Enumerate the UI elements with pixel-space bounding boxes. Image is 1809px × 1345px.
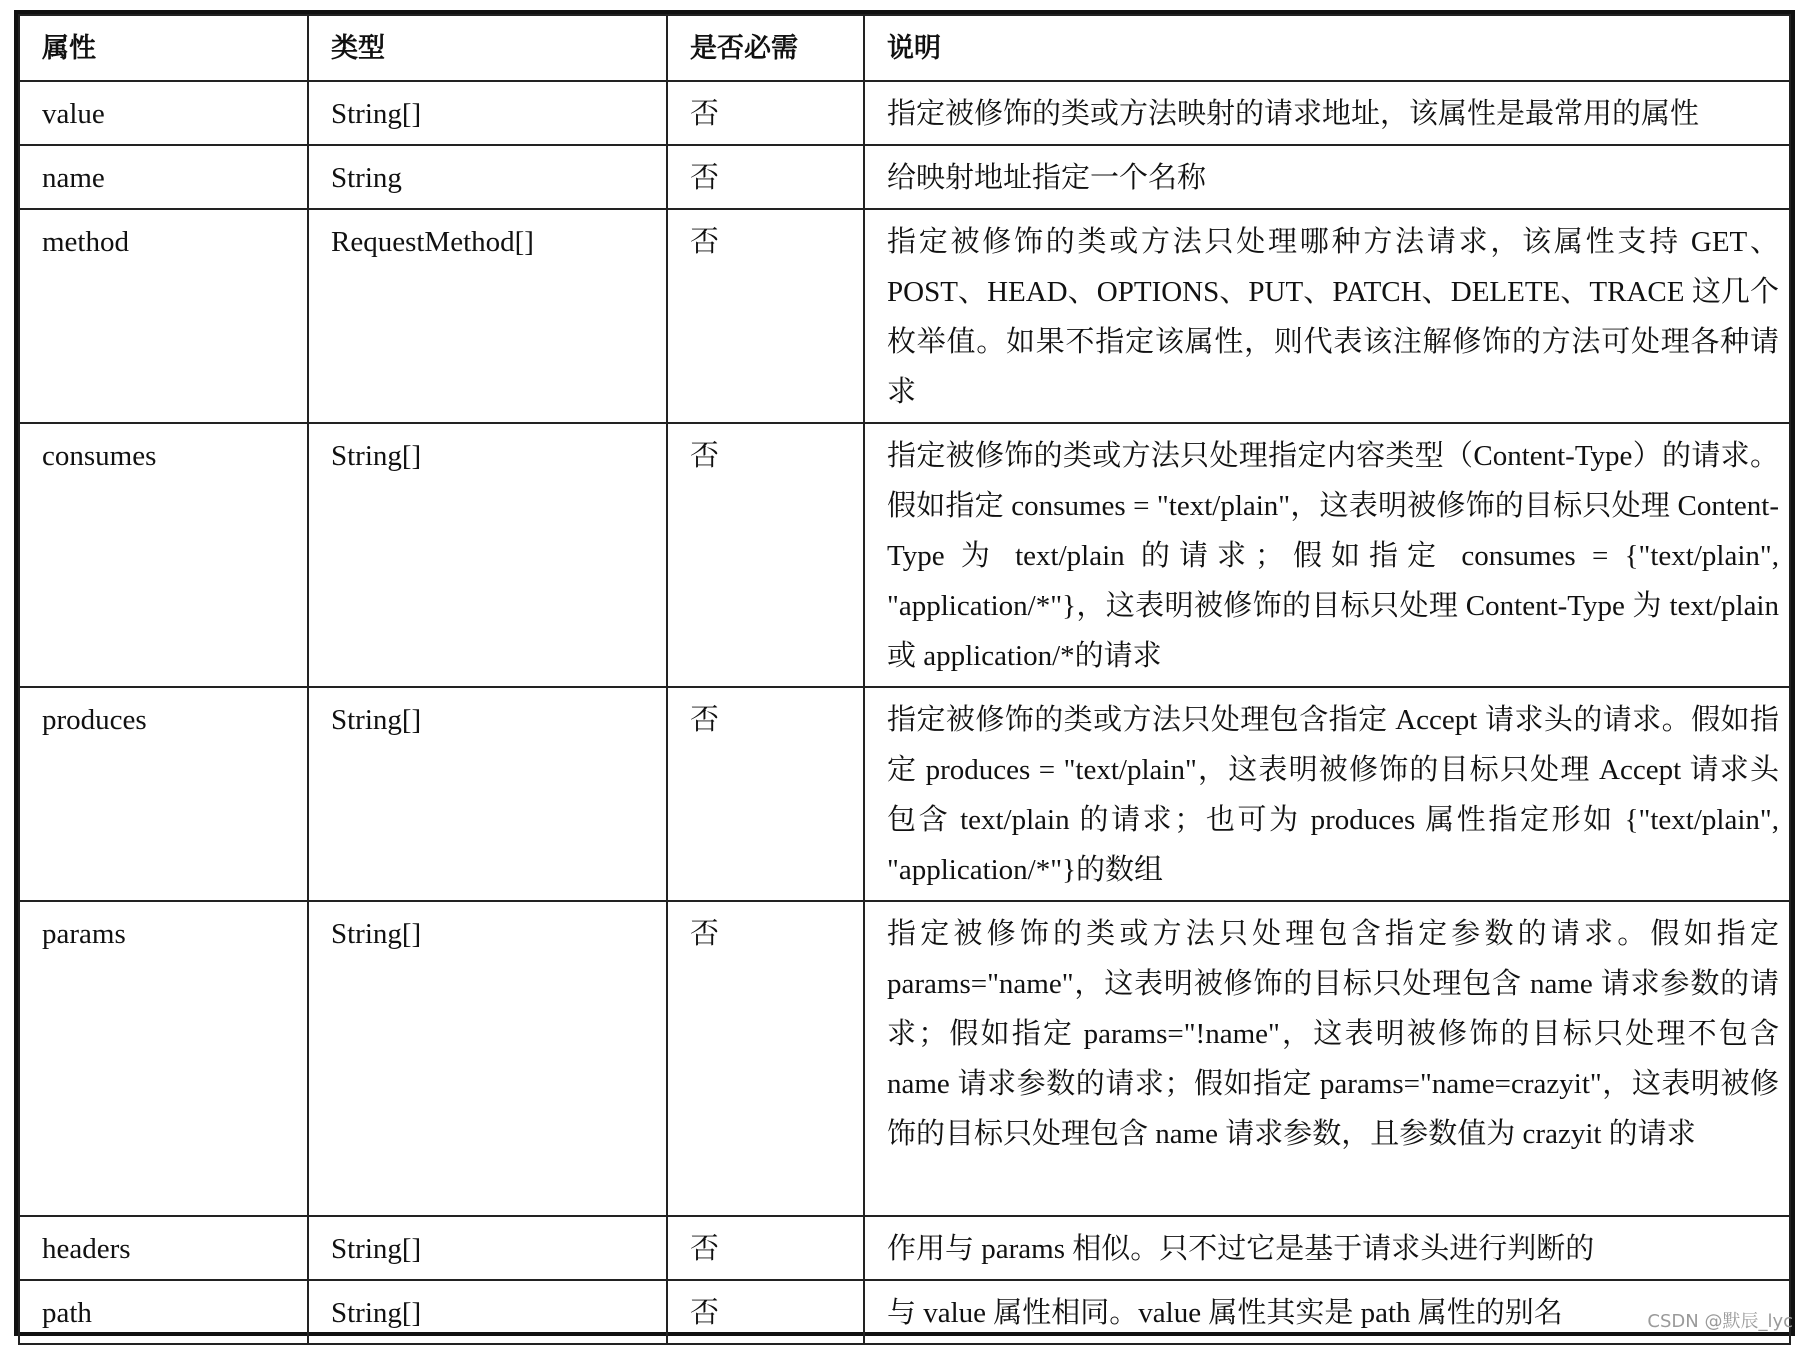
table-row-method xyxy=(19,209,1790,423)
cell-attribute: params xyxy=(19,901,308,1216)
cell-attribute: method xyxy=(19,209,308,423)
table-row-path xyxy=(19,1280,1790,1344)
cell-required: 否 xyxy=(667,81,864,145)
cell-type: RequestMethod[] xyxy=(308,209,667,423)
cell-attribute: path xyxy=(19,1280,308,1344)
cell-description: 与 value 属性相同。value 属性其实是 path 属性的别名 xyxy=(864,1280,1790,1344)
cell-description: 指定被修饰的类或方法映射的请求地址，该属性是最常用的属性 xyxy=(864,81,1790,145)
table-row-params xyxy=(19,901,1790,1216)
cell-description: 给映射地址指定一个名称 xyxy=(864,145,1790,209)
table-row-value xyxy=(19,81,1790,145)
attributes-table xyxy=(18,14,1791,1345)
cell-required: 否 xyxy=(667,423,864,687)
cell-description: 指定被修饰的类或方法只处理包含指定 Accept 请求头的请求。假如指定 produces = "text/plain"，这表明被修饰的目标只处理 Accept 请求头包含 text/plain 的请求；也可为 produces 属性指定形如 {"text/plain", "application/*"}的数组 xyxy=(864,687,1790,901)
table-row-name xyxy=(19,145,1790,209)
cell-required: 否 xyxy=(667,1280,864,1344)
table-header-row xyxy=(19,15,1790,81)
cell-type: String[] xyxy=(308,901,667,1216)
request-mapping-attributes-table xyxy=(14,10,1795,1336)
cell-type: String[] xyxy=(308,687,667,901)
cell-description: 指定被修饰的类或方法只处理哪种方法请求，该属性支持 GET、POST、HEAD、OPTIONS、PUT、PATCH、DELETE、TRACE 这几个枚举值。如果不指定该属性，则代表该注解修饰的方法可处理各种请求 xyxy=(864,209,1790,423)
cell-required: 否 xyxy=(667,1216,864,1280)
table-row-headers xyxy=(19,1216,1790,1280)
cell-type: String[] xyxy=(308,1216,667,1280)
cell-attribute: name xyxy=(19,145,308,209)
cell-type: String[] xyxy=(308,1280,667,1344)
cell-attribute: headers xyxy=(19,1216,308,1280)
cell-attribute: value xyxy=(19,81,308,145)
cell-description: 指定被修饰的类或方法只处理包含指定参数的请求。假如指定 params="name"，这表明被修饰的目标只处理包含 name 请求参数的请求；假如指定 params="!name"，这表明被修饰的目标只处理不包含 name 请求参数的请求；假如指定 params="name=crazyit"，这表明被修饰的目标只处理包含 name 请求参数，且参数值为 crazyit 的请求 xyxy=(864,901,1790,1216)
cell-required: 否 xyxy=(667,687,864,901)
cell-description: 作用与 params 相似。只不过它是基于请求头进行判断的 xyxy=(864,1216,1790,1280)
cell-required: 否 xyxy=(667,145,864,209)
table-row-produces xyxy=(19,687,1790,901)
cell-required: 否 xyxy=(667,901,864,1216)
cell-type: String xyxy=(308,145,667,209)
cell-description: 指定被修饰的类或方法只处理指定内容类型（Content-Type）的请求。假如指定 consumes = "text/plain"，这表明被修饰的目标只处理 Content-Type 为 text/plain 的请求；假如指定 consumes = {"text/plain", "application/*"}，这表明被修饰的目标只处理 Content-Type 为 text/plain 或 application/*的请求 xyxy=(864,423,1790,687)
header-type: 类型 xyxy=(308,15,667,81)
header-required: 是否必需 xyxy=(667,15,864,81)
cell-attribute: consumes xyxy=(19,423,308,687)
cell-required: 否 xyxy=(667,209,864,423)
header-attribute: 属性 xyxy=(19,15,308,81)
cell-type: String[] xyxy=(308,423,667,687)
table-row-consumes xyxy=(19,423,1790,687)
csdn-watermark: CSDN @默辰_lyc xyxy=(1647,1311,1793,1332)
cell-attribute: produces xyxy=(19,687,308,901)
cell-type: String[] xyxy=(308,81,667,145)
header-description: 说明 xyxy=(864,15,1790,81)
